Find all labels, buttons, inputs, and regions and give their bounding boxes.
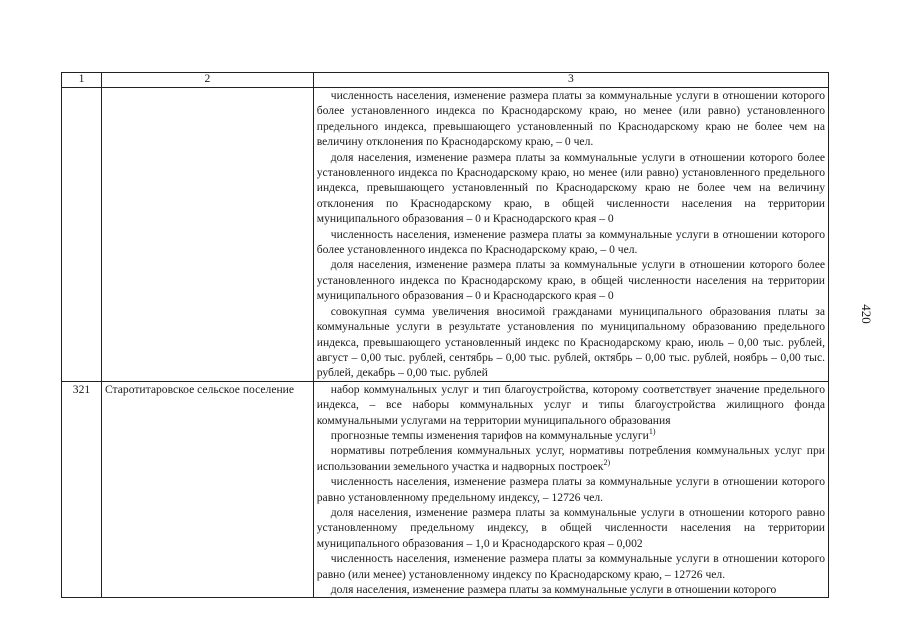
table-row xyxy=(62,381,829,598)
table-row xyxy=(62,88,829,382)
paragraph: численность населения, изменение размера платы за коммунальные услуги в отношении которого равно установленному предельному индексу, – 12726 чел. xyxy=(316,475,825,504)
paragraph: доля населения, изменение размера платы за коммунальные услуги в отношении которого более установленного индекса по Краснодарскому краю, в общей численности населения на территории муниципального образования – 0 и Краснодарского края – 0 xyxy=(316,258,825,303)
indicator-text xyxy=(313,381,828,598)
indicator-text xyxy=(313,88,828,382)
table-header-row xyxy=(62,73,829,88)
document-table xyxy=(61,72,829,598)
footnote-marker: 2) xyxy=(603,457,611,467)
column-header: 1 xyxy=(62,73,102,88)
paragraph: численность населения, изменение размера платы за коммунальные услуги в отношении которого равно (или менее) установленному индексу по Краснодарскому краю, – 12726 чел. xyxy=(316,552,825,581)
paragraph: доля населения, изменение размера платы за коммунальные услуги в отношении которого равно установленному предельному индексу, в общей численности населения на территории муниципального образования – 1,0 и Краснодарского края – 0,002 xyxy=(316,505,825,550)
municipality-name xyxy=(101,88,313,382)
row-number xyxy=(62,88,102,382)
page-number: 420 xyxy=(858,304,874,324)
paragraph: совокупная сумма увеличения вносимой гражданами муниципального образования платы за коммунальные услуги в результате установления по муниципальному образованию предельного индекса, превышающего установленный индекс по Краснодарскому краю, июль – 0,00 тыс. рублей, август – 0,00 тыс. рублей, сентябрь – 0,00 тыс. рублей, октябрь – 0,00 тыс. рублей, ноябрь – 0,00 тыс. рублей, декабрь – 0,00 тыс. рублей xyxy=(316,304,825,380)
paragraph: нормативы потребления коммунальных услуг, нормативы потребления коммунальных услуг при использовании земельного участка и надворных построек$^{2)}$ xyxy=(316,444,825,473)
municipality-name: Старотитаровское сельское поселение xyxy=(101,381,313,598)
paragraph: численность населения, изменение размера платы за коммунальные услуги в отношении которого более установленного индекса по Краснодарскому краю, – 0 чел. xyxy=(316,227,825,257)
paragraph: доля населения, изменение размера платы за коммунальные услуги в отношении которого xyxy=(330,583,777,596)
paragraph: набор коммунальных услуг и тип благоустройства, которому соответствует значение предельного индекса, – все наборы коммунальных услуг и типы благоустройства жилищного фонда коммунальными услугами на территории муниципального образования xyxy=(316,382,825,427)
paragraph: численность населения, изменение размера платы за коммунальные услуги в отношении которого более установленного индекса по Краснодарскому краю, но менее (или равно) установленного предельного индекса, превышающего установленный по Краснодарскому краю не более чем на величину отклонения по Краснодарскому краю, – 0 чел. xyxy=(316,89,825,149)
column-header: 2 xyxy=(101,73,313,88)
paragraph: доля населения, изменение размера платы за коммунальные услуги в отношении которого более установленного индекса по Краснодарскому краю, но менее (или равно) установленного предельного индекса, превышающего установленный по Краснодарскому краю не более чем на величину отклонения по Краснодарскому краю, в общей численности населения на территории муниципального образования – 0 и Краснодарского края – 0 xyxy=(316,150,825,226)
footnote-marker: 1) xyxy=(648,427,656,437)
row-number: 321 xyxy=(62,381,102,598)
paragraph: прогнозные темпы изменения тарифов на коммунальные услуги$^{1)}$ xyxy=(330,427,656,442)
column-header: 3 xyxy=(313,73,828,88)
